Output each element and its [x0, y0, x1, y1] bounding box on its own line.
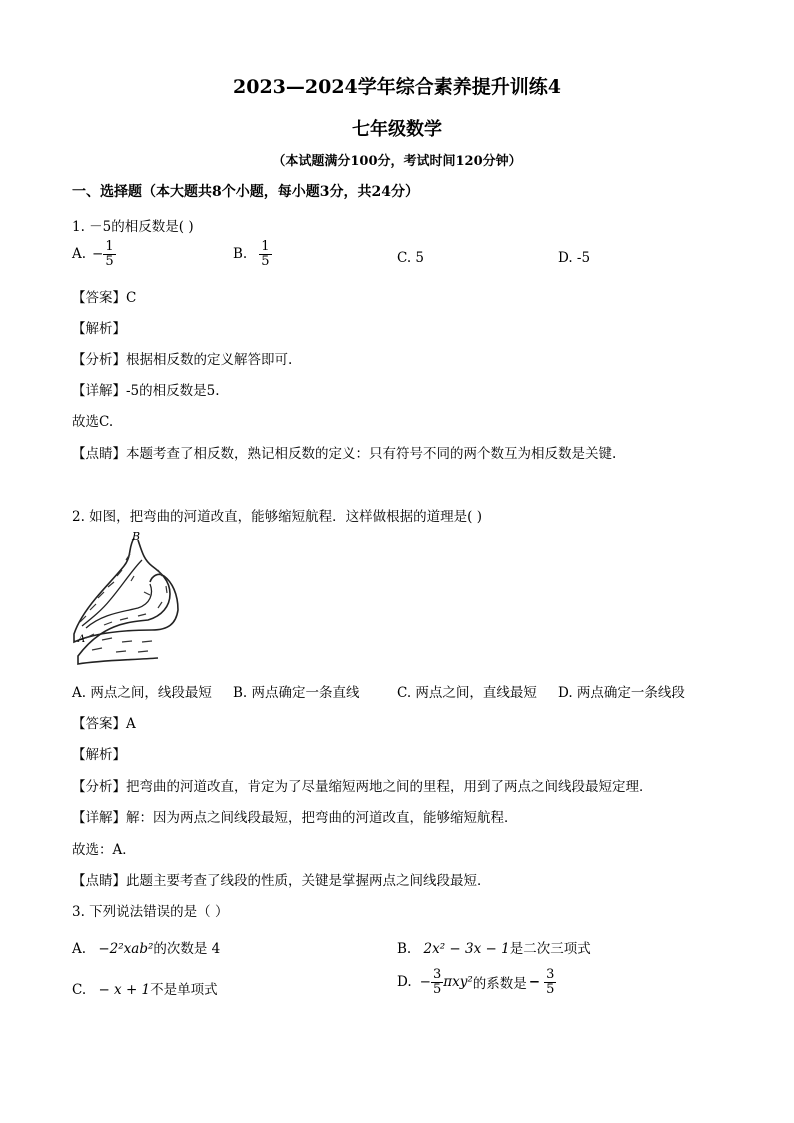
q1-option-b-denominator: 5: [261, 253, 270, 269]
q3-option-d-sign2: −: [528, 974, 541, 991]
q1-option-b-fraction: [259, 240, 271, 268]
q1-option-a-numerator: 1: [105, 239, 114, 254]
q2-answer-value: A: [126, 716, 136, 732]
section-heading: 一、选择题（本大题共8个小题，每小题3分，共24分）: [72, 184, 419, 200]
q1-answer-tag: 【答案】: [72, 290, 126, 306]
river-figure: [72, 530, 182, 670]
q3-option-d-denominator2: 5: [546, 981, 555, 997]
document-subtitle: 七年级数学: [352, 119, 442, 140]
q2-answer-tag: 【答案】: [72, 716, 126, 732]
q3-option-d-denominator: 5: [432, 981, 442, 997]
q1-answer-value: C: [126, 290, 137, 306]
q1-option-a-denominator: 5: [105, 253, 114, 269]
document-title: 2023—2024学年综合素养提升训练4: [233, 76, 561, 98]
q1-answer: [72, 286, 136, 306]
q1-dianjing-tag: 【点睛】: [72, 446, 126, 462]
q2-option-c: C. 两点之间，直线最短: [397, 685, 537, 701]
q3-option-a-text: 的次数是 4: [153, 941, 221, 957]
q3-option-b: [397, 937, 591, 957]
q3-option-c-expression: − x + 1: [98, 982, 151, 998]
q1-option-a-fraction: [103, 240, 115, 268]
q3-option-a: [72, 937, 220, 957]
q3-option-d-fraction: [431, 968, 443, 996]
q1-xiangjie-text: -5的相反数是5.: [126, 383, 220, 399]
q1-fenxi-tag: 【分析】: [72, 352, 126, 368]
q3-option-b-text: 是二次三项式: [509, 941, 591, 957]
q1-option-b: [233, 240, 272, 268]
q1-option-d: D. -5: [558, 250, 591, 266]
q2-analysis-tag: 【解析】: [72, 747, 126, 763]
q1-option-b-numerator: 1: [261, 239, 270, 254]
q3-option-a-label: A.: [72, 941, 87, 957]
q2-xiangjie: [72, 806, 518, 826]
q2-option-a: A. 两点之间，线段最短: [72, 685, 212, 701]
q3-option-a-expression: −2²xab²: [98, 941, 154, 957]
q3-option-d-numerator2: 3: [546, 967, 555, 982]
exam-note: （本试题满分100分，考试时间120分钟）: [272, 154, 522, 169]
river-illustration: [72, 530, 182, 670]
q1-fenxi-text: 根据相反数的定义解答即可.: [126, 352, 293, 368]
q1-xiangjie: [72, 379, 220, 399]
q1-option-b-label: B.: [233, 246, 248, 263]
q3-option-d-numerator: 3: [432, 967, 442, 982]
q1-option-a-sign: −: [92, 246, 104, 263]
q3-option-b-label: B.: [397, 941, 412, 957]
q1-analysis-tag: 【解析】: [72, 321, 126, 337]
q3-option-d-fraction2: [544, 968, 556, 996]
q2-choose: 故选：A．: [72, 842, 136, 858]
q1-choose: 故选C.: [72, 414, 114, 430]
q1-xiangjie-tag: 【详解】: [72, 383, 126, 399]
q1-option-c: C. 5: [397, 250, 425, 266]
q2-dianjing-tag: 【点睛】: [72, 873, 126, 889]
q3-option-c-text: 不是单项式: [150, 982, 218, 998]
q3-option-d-expression: πxy²: [443, 974, 473, 991]
q3-option-d-sign: −: [419, 974, 431, 991]
q1-dianjing: [72, 442, 616, 462]
q3-option-c-label: C.: [72, 982, 87, 998]
q2-dianjing-text: 此题主要考查了线段的性质，关键是掌握两点之间线段最短．: [126, 873, 491, 889]
q2-option-d: D. 两点确定一条线段: [558, 685, 685, 701]
q2-fenxi: [72, 775, 653, 795]
figure-label-b: B: [132, 530, 141, 543]
q3-stem: 3. 下列说法错误的是（ ）: [72, 904, 229, 920]
q1-dianjing-text: 本题考查了相反数，熟记相反数的定义：只有符号不同的两个数互为相反数是关键.: [126, 446, 617, 462]
figure-label-a: A: [78, 634, 86, 645]
q1-fenxi: [72, 348, 292, 368]
q1-stem: 1. －5的相反数是( ): [72, 219, 194, 235]
q1-option-a: [72, 240, 116, 268]
q3-option-d: [397, 968, 556, 996]
q2-xiangjie-tag: 【详解】: [72, 810, 126, 826]
q2-xiangjie-text: 解：因为两点之间线段最短，把弯曲的河道改直，能够缩短航程．: [126, 810, 518, 826]
q3-option-d-label: D.: [397, 974, 412, 991]
q3-option-c: [72, 978, 218, 998]
q1-option-a-label: A.: [72, 246, 87, 263]
q2-option-b: B. 两点确定一条直线: [233, 685, 360, 701]
q3-option-b-expression: 2x² − 3x − 1: [423, 941, 510, 957]
q3-option-d-text: 的系数是: [472, 976, 527, 993]
q2-answer: [72, 712, 136, 732]
q2-stem: 2. 如图，把弯曲的河道改直，能够缩短航程．这样做根据的道理是( ): [72, 509, 482, 525]
q2-fenxi-text: 把弯曲的河道改直，肯定为了尽量缩短两地之间的里程，用到了两点之间线段最短定理．: [126, 779, 653, 795]
q2-fenxi-tag: 【分析】: [72, 779, 126, 795]
q2-dianjing: [72, 869, 491, 889]
